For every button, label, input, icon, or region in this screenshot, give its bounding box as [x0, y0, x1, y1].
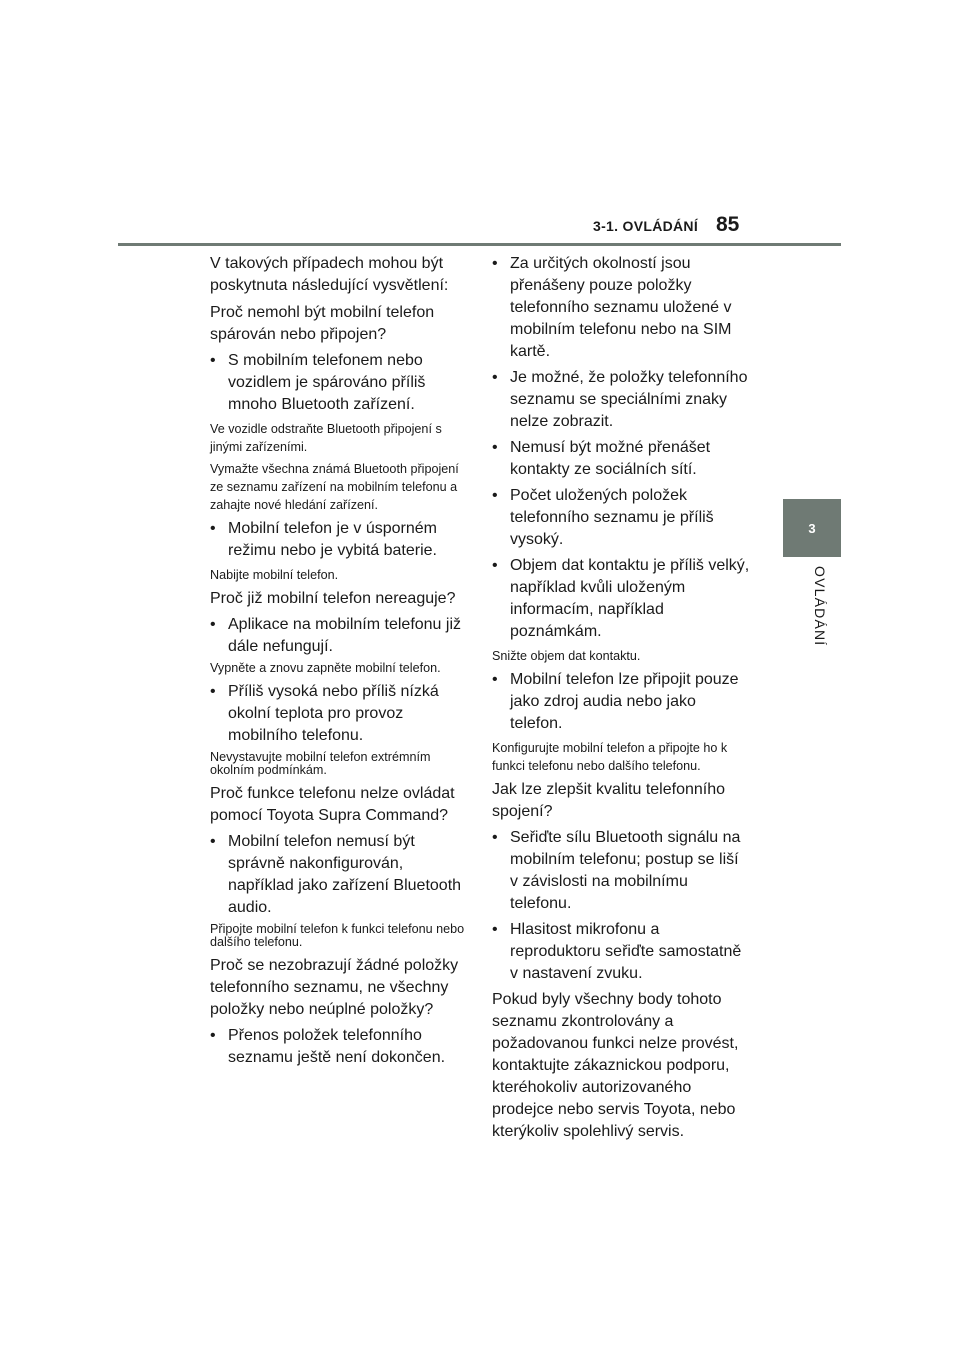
- answer-list: [210, 518, 466, 562]
- section-title: 3-1. OVLÁDÁNÍ: [593, 218, 699, 234]
- list-item: • Mobilní telefon je v úsporném režimu nebo je vybitá baterie.: [210, 518, 466, 562]
- chapter-tab: [783, 499, 841, 557]
- answer-list: [210, 831, 466, 919]
- list-item: • Přenos položek telefonního seznamu ještě není dokončen.: [210, 1025, 466, 1069]
- remedy-note: Vypněte a znovu zapněte mobilní telefon.: [210, 661, 441, 675]
- answer-list: [210, 681, 466, 747]
- question-heading: Proč se nezobrazují žádné položky telefonního seznamu, ne všechny položky nebo neúplné položky?: [210, 957, 459, 1018]
- remedy-note: Nevystavujte mobilní telefon extrémním okolním podmínkám.: [210, 750, 431, 777]
- answer-list: [492, 827, 750, 985]
- question-heading: Jak lze zlepšit kvalitu telefonního spojení?: [492, 781, 726, 820]
- question-heading: Proč již mobilní telefon nereaguje?: [210, 590, 456, 607]
- answer-list: [210, 614, 466, 658]
- chapter-label: OVLÁDÁNÍ: [812, 566, 828, 647]
- list-item: • Mobilní telefon lze připojit pouze jako zdroj audia nebo jako telefon.: [492, 669, 750, 735]
- remedy-note: Konfigurujte mobilní telefon a připojte ho k funkci telefonu nebo dalšího telefonu.: [492, 741, 728, 773]
- answer-list: [210, 350, 466, 416]
- answer-list: [210, 1025, 466, 1069]
- chapter-number: 3: [808, 520, 816, 536]
- closing-paragraph: Pokud byly všechny body tohoto seznamu zkontrolovány a požadovanou funkci nelze provést, kontaktujte zákaznickou podporu, kteréhokoliv autorizovaného prodejce nebo servis Toyota, nebo kterýkoliv spolehlivý servis.: [492, 991, 739, 1140]
- list-item: • Mobilní telefon nemusí být správně nakonfigurován, například jako zařízení Bluetooth audio.: [210, 831, 466, 919]
- list-item: • Aplikace na mobilním telefonu již dále nefungují.: [210, 614, 466, 658]
- list-item: • Hlasitost mikrofonu a reproduktoru seřiďte samostatně v nastavení zvuku.: [492, 919, 750, 985]
- remedy-note: Vymažte všechna známá Bluetooth připojení ze seznamu zařízení na mobilním telefonu a zahajte nové hledání zařízení.: [210, 462, 459, 512]
- remedy-note: Snižte objem dat kontaktu.: [492, 649, 641, 663]
- list-item: • Je možné, že položky telefonního seznamu se speciálními znaky nelze zobrazit.: [492, 367, 750, 433]
- list-item: • Objem dat kontaktu je příliš velký, například kvůli uloženým informacím, například poznámkám.: [492, 555, 750, 643]
- list-item: • Za určitých okolností jsou přenášeny pouze položky telefonního seznamu uložené v mobilním telefonu nebo na SIM kartě.: [492, 253, 750, 363]
- header-divider: [118, 243, 841, 246]
- intro-paragraph: V takových případech mohou být poskytnuta následující vysvětlení:: [210, 255, 449, 294]
- question-heading: Proč funkce telefonu nelze ovládat pomocí Toyota Supra Command?: [210, 785, 455, 824]
- list-item: • Nemusí být možné přenášet kontakty ze sociálních sítí.: [492, 437, 750, 481]
- right-column: [492, 253, 750, 1148]
- answer-list: [492, 253, 750, 643]
- question-heading: Proč nemohl být mobilní telefon spárován nebo připojen?: [210, 304, 435, 343]
- list-item: • Příliš vysoká nebo příliš nízká okolní teplota pro provoz mobilního telefonu.: [210, 681, 466, 747]
- page-number: 85: [716, 213, 740, 236]
- remedy-note: Ve vozidle odstraňte Bluetooth připojení s jinými zařízeními.: [210, 422, 442, 454]
- answer-list: [492, 669, 750, 735]
- list-item: • S mobilním telefonem nebo vozidlem je spárováno příliš mnoho Bluetooth zařízení.: [210, 350, 466, 416]
- list-item: • Seřiďte sílu Bluetooth signálu na mobilním telefonu; postup se liší v závislosti na mobilnímu telefonu.: [492, 827, 750, 915]
- left-column: [210, 253, 466, 1073]
- list-item: • Počet uložených položek telefonního seznamu je příliš vysoký.: [492, 485, 750, 551]
- remedy-note: Nabijte mobilní telefon.: [210, 568, 339, 582]
- remedy-note: Připojte mobilní telefon k funkci telefonu nebo dalšího telefonu.: [210, 922, 465, 949]
